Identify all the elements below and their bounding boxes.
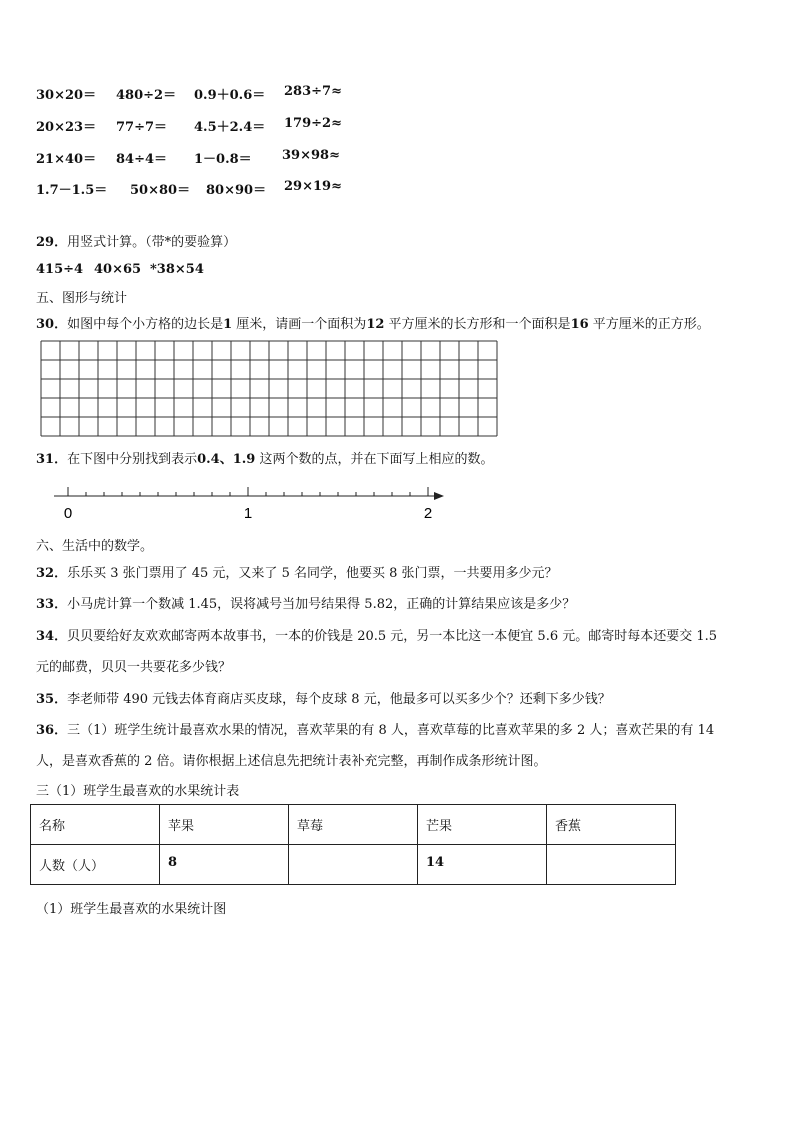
- section-heading: 六、生活中的数学。: [36, 539, 154, 554]
- question-number: 32．: [36, 566, 68, 581]
- question-number: 29．: [36, 235, 68, 250]
- question-31: 31．在下图中分别找到表示0.4、1.9 这两个数的点，并在下面写上相应的数。: [36, 452, 494, 467]
- table-cell-blank[interactable]: [289, 845, 418, 885]
- question-34: [36, 625, 717, 644]
- calc-item: 20×23＝: [36, 120, 97, 135]
- vertical-calc-item: *38×54: [150, 262, 204, 277]
- table-header-cell: 名称: [31, 805, 160, 845]
- question-36: [36, 719, 714, 738]
- question-text: 乐乐买 3 张门票用了 45 元，又来了 5 名同学，他要买 8 张门票，一共要用多少元？: [67, 566, 558, 581]
- question-number: 30．: [36, 317, 68, 332]
- section-heading: 五、图形与统计: [36, 291, 128, 306]
- question-35: [36, 688, 611, 707]
- number-line[interactable]: [48, 480, 448, 524]
- question-text: 三（1）班学生统计最喜欢水果的情况，喜欢苹果的有 8 人，喜欢草莓的比喜欢苹果的多 2 人；喜欢芒果的有 14: [67, 723, 715, 738]
- calc-item: 21×40＝: [36, 152, 97, 167]
- question-text: 用竖式计算。（带*的要验算）: [67, 235, 237, 250]
- square-grid[interactable]: [40, 340, 498, 438]
- table-cell: 14: [418, 845, 547, 885]
- table-row: [31, 805, 676, 845]
- calc-item: 77÷7＝: [116, 120, 168, 135]
- calc-item: 0.9＋0.6＝: [194, 88, 266, 103]
- calc-item: 1－0.8＝: [194, 152, 252, 167]
- table-cell: 人数（人）: [31, 845, 160, 885]
- arrow-head-icon: [434, 492, 444, 500]
- calc-item: 480÷2＝: [116, 88, 177, 103]
- calc-item: 84÷4＝: [116, 152, 168, 167]
- table-cell-blank[interactable]: [547, 845, 676, 885]
- number-line-label-2: 2: [423, 505, 433, 522]
- question-text: 小马虎计算一个数减 1.45，误将减号当加号结果得 5.82，正确的计算结果应该是多少？: [67, 597, 576, 612]
- table-header-cell: 苹果: [160, 805, 289, 845]
- question-33: [36, 593, 575, 612]
- calc-item: 39×98≈: [282, 148, 340, 163]
- table-header-cell: 草莓: [289, 805, 418, 845]
- question-number: 31．: [36, 452, 68, 467]
- number-line-label-0: 0: [63, 505, 73, 522]
- table-title: 三（1）班学生最喜欢的水果统计表: [36, 784, 240, 799]
- question-number: 35．: [36, 692, 68, 707]
- question-32: [36, 562, 558, 581]
- vertical-calc-item: 40×65: [94, 262, 142, 277]
- calc-item: 80×90＝: [206, 183, 267, 198]
- calc-item: 50×80＝: [130, 183, 191, 198]
- fruit-stat-table: [30, 804, 676, 885]
- calc-item: 1.7－1.5＝: [36, 183, 108, 198]
- table-cell: 8: [160, 845, 289, 885]
- question-text: 李老师带 490 元钱去体育商店买皮球，每个皮球 8 元，他最多可以买多少个？还剩下多少钱？: [67, 692, 611, 707]
- calc-item: 30×20＝: [36, 88, 97, 103]
- question-30: 30．如图中每个小方格的边长是1 厘米，请画一个面积为12 平方厘米的长方形和一个面积是16 平方厘米的正方形。: [36, 317, 710, 332]
- table-row: [31, 845, 676, 885]
- calc-item: 4.5＋2.4＝: [194, 120, 266, 135]
- calc-item: 179÷2≈: [284, 116, 342, 131]
- table-header-cell: 香蕉: [547, 805, 676, 845]
- calc-item: 29×19≈: [284, 179, 342, 194]
- question-29: [36, 231, 236, 250]
- question-36-cont: 人，是喜欢香蕉的 2 倍。请你根据上述信息先把统计表补充完整，再制作成条形统计图。: [36, 754, 547, 769]
- calc-item: 283÷7≈: [284, 84, 342, 99]
- question-number: 33．: [36, 597, 68, 612]
- question-number: 34．: [36, 629, 68, 644]
- question-number: 36．: [36, 723, 68, 738]
- question-34-cont: 元的邮费，贝贝一共要花多少钱？: [36, 660, 232, 675]
- chart-title: （1）班学生最喜欢的水果统计图: [36, 902, 227, 917]
- vertical-calc-item: 415÷4: [36, 262, 84, 277]
- number-line-label-1: 1: [243, 505, 253, 522]
- question-text: 贝贝要给好友欢欢邮寄两本故事书，一本的价钱是 20.5 元，另一本比这一本便宜 5.6 元。邮寄时每本还要交 1.5: [67, 629, 718, 644]
- table-header-cell: 芒果: [418, 805, 547, 845]
